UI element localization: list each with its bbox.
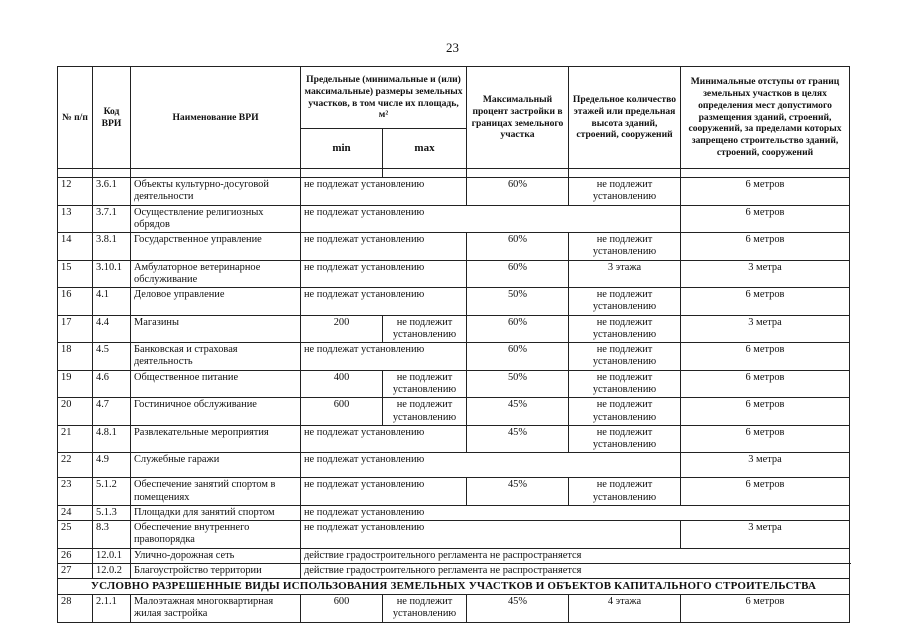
row-number: 19 xyxy=(58,370,93,398)
row-percent: 50% xyxy=(467,288,569,316)
table-row xyxy=(58,563,850,578)
row-number: 21 xyxy=(58,425,93,453)
section-heading-row xyxy=(58,579,850,595)
row-floors: 4 этажа xyxy=(569,595,681,623)
header-min: min xyxy=(301,129,383,169)
row-percent: 60% xyxy=(467,233,569,261)
row-code: 5.1.3 xyxy=(93,505,131,520)
row-code: 2.1.1 xyxy=(93,595,131,623)
table-row xyxy=(58,505,850,520)
row-floors: не подлежит установлению xyxy=(569,478,681,506)
row-code: 4.9 xyxy=(93,453,131,478)
row-number: 28 xyxy=(58,595,93,623)
row-setback: 6 метров xyxy=(681,288,850,316)
header-size: Предельные (минимальные и (или) максимальные) размеры земельных участков, в том числе их площадь, м² xyxy=(301,67,467,129)
row-number: 14 xyxy=(58,233,93,261)
row-number: 18 xyxy=(58,343,93,371)
row-number: 20 xyxy=(58,398,93,426)
row-percent: 60% xyxy=(467,260,569,288)
row-number: 22 xyxy=(58,453,93,478)
header-spacer-row xyxy=(58,169,850,178)
row-setback: 6 метров xyxy=(681,205,850,233)
regulations-table xyxy=(57,66,850,623)
row-setback: 6 метров xyxy=(681,398,850,426)
row-name: Малоэтажная многоквартирная жилая застройка xyxy=(131,595,301,623)
row-code: 3.10.1 xyxy=(93,260,131,288)
row-code: 12.0.2 xyxy=(93,563,131,578)
row-number: 26 xyxy=(58,548,93,563)
table-row xyxy=(58,315,850,343)
row-number: 12 xyxy=(58,178,93,206)
row-percent: 60% xyxy=(467,343,569,371)
row-setback: 6 метров xyxy=(681,233,850,261)
row-setback: 6 метров xyxy=(681,478,850,506)
row-size-note: не подлежат установлению xyxy=(301,343,467,371)
row-floors: не подлежит установлению xyxy=(569,370,681,398)
row-regulation-note: не подлежат установлению xyxy=(301,505,850,520)
row-min-size: 600 xyxy=(301,595,383,623)
row-floors: не подлежит установлению xyxy=(569,178,681,206)
row-setback: 6 метров xyxy=(681,178,850,206)
row-number: 16 xyxy=(58,288,93,316)
row-max-size: не подлежит установлению xyxy=(383,398,467,426)
row-setback: 3 метра xyxy=(681,453,850,478)
table-header xyxy=(58,67,850,178)
row-size-note: не подлежат установлению xyxy=(301,521,681,549)
table-row xyxy=(58,521,850,549)
row-floors: не подлежит установлению xyxy=(569,315,681,343)
row-name: Банковская и страховая деятельность xyxy=(131,343,301,371)
row-setback: 3 метра xyxy=(681,260,850,288)
row-name: Улично-дорожная сеть xyxy=(131,548,301,563)
header-num: № п/п xyxy=(58,67,93,169)
row-code: 4.5 xyxy=(93,343,131,371)
row-floors: не подлежит установлению xyxy=(569,233,681,261)
row-name: Обеспечение внутреннего правопорядка xyxy=(131,521,301,549)
table-row xyxy=(58,205,850,233)
table-row xyxy=(58,425,850,453)
row-code: 3.8.1 xyxy=(93,233,131,261)
row-code: 4.1 xyxy=(93,288,131,316)
header-max: max xyxy=(383,129,467,169)
row-floors: не подлежит установлению xyxy=(569,343,681,371)
row-size-note: не подлежат установлению xyxy=(301,205,681,233)
table-row xyxy=(58,548,850,563)
row-percent: 45% xyxy=(467,425,569,453)
row-number: 24 xyxy=(58,505,93,520)
row-name: Площадки для занятий спортом xyxy=(131,505,301,520)
table-row xyxy=(58,453,850,478)
page-number: 23 xyxy=(446,40,459,55)
row-number: 13 xyxy=(58,205,93,233)
section-heading: УСЛОВНО РАЗРЕШЕННЫЕ ВИДЫ ИСПОЛЬЗОВАНИЯ ЗЕМЕЛЬНЫХ УЧАСТКОВ И ОБЪЕКТОВ КАПИТАЛЬНОГО СТРОИТЕЛЬСТВА xyxy=(58,579,850,595)
table-row xyxy=(58,178,850,206)
row-floors: не подлежит установлению xyxy=(569,425,681,453)
table-body xyxy=(58,178,850,623)
row-setback: 6 метров xyxy=(681,595,850,623)
table-row xyxy=(58,595,850,623)
row-percent: 45% xyxy=(467,398,569,426)
row-setback: 6 метров xyxy=(681,425,850,453)
row-size-note: не подлежат установлению xyxy=(301,233,467,261)
row-number: 27 xyxy=(58,563,93,578)
table-row xyxy=(58,288,850,316)
row-name: Магазины xyxy=(131,315,301,343)
row-number: 17 xyxy=(58,315,93,343)
row-code: 4.7 xyxy=(93,398,131,426)
row-max-size: не подлежит установлению xyxy=(383,370,467,398)
row-code: 5.1.2 xyxy=(93,478,131,506)
row-floors: не подлежит установлению xyxy=(569,398,681,426)
table-row xyxy=(58,233,850,261)
row-code: 4.8.1 xyxy=(93,425,131,453)
header-setback: Минимальные отступы от границ земельных участков в целях определения мест допустимого размещения зданий, строений, сооружений, за пределами которых запрещено строительство зданий, строений, сооружений xyxy=(681,67,850,169)
row-code: 3.7.1 xyxy=(93,205,131,233)
row-name: Деловое управление xyxy=(131,288,301,316)
row-min-size: 400 xyxy=(301,370,383,398)
row-name: Гостиничное обслуживание xyxy=(131,398,301,426)
row-name: Осуществление религиозных обрядов xyxy=(131,205,301,233)
row-floors: 3 этажа xyxy=(569,260,681,288)
table-row xyxy=(58,260,850,288)
row-setback: 6 метров xyxy=(681,370,850,398)
row-number: 15 xyxy=(58,260,93,288)
row-code: 4.6 xyxy=(93,370,131,398)
row-floors: не подлежит установлению xyxy=(569,288,681,316)
row-percent: 60% xyxy=(467,178,569,206)
row-name: Развлекательные мероприятия xyxy=(131,425,301,453)
row-name: Благоустройство территории xyxy=(131,563,301,578)
row-name: Обеспечение занятий спортом в помещениях xyxy=(131,478,301,506)
row-name: Государственное управление xyxy=(131,233,301,261)
row-number: 25 xyxy=(58,521,93,549)
row-size-note: не подлежат установлению xyxy=(301,288,467,316)
row-name: Служебные гаражи xyxy=(131,453,301,478)
row-setback: 3 метра xyxy=(681,521,850,549)
row-name: Амбулаторное ветеринарное обслуживание xyxy=(131,260,301,288)
row-size-note: не подлежат установлению xyxy=(301,178,467,206)
table-row xyxy=(58,478,850,506)
row-size-note: не подлежат установлению xyxy=(301,453,681,478)
row-code: 8.3 xyxy=(93,521,131,549)
row-name: Общественное питание xyxy=(131,370,301,398)
table-row xyxy=(58,370,850,398)
row-percent: 60% xyxy=(467,315,569,343)
row-size-note: не подлежат установлению xyxy=(301,425,467,453)
row-regulation-note: действие градостроительного регламента не распространяется xyxy=(301,563,850,578)
row-max-size: не подлежит установлению xyxy=(383,595,467,623)
row-percent: 50% xyxy=(467,370,569,398)
row-min-size: 200 xyxy=(301,315,383,343)
row-setback: 3 метра xyxy=(681,315,850,343)
row-size-note: не подлежат установлению xyxy=(301,260,467,288)
header-floors: Предельное количество этажей или предельная высота зданий, строений, сооружений xyxy=(569,67,681,169)
row-min-size: 600 xyxy=(301,398,383,426)
table-row xyxy=(58,343,850,371)
row-number: 23 xyxy=(58,478,93,506)
table-row xyxy=(58,398,850,426)
row-max-size: не подлежит установлению xyxy=(383,315,467,343)
header-code: Код ВРИ xyxy=(93,67,131,169)
row-percent: 45% xyxy=(467,478,569,506)
row-size-note: не подлежат установлению xyxy=(301,478,467,506)
row-code: 3.6.1 xyxy=(93,178,131,206)
row-code: 4.4 xyxy=(93,315,131,343)
row-setback: 6 метров xyxy=(681,343,850,371)
row-code: 12.0.1 xyxy=(93,548,131,563)
header-percent: Максимальный процент застройки в границах земельного участка xyxy=(467,67,569,169)
row-name: Объекты культурно-досуговой деятельности xyxy=(131,178,301,206)
header-name: Наименование ВРИ xyxy=(131,67,301,169)
row-regulation-note: действие градостроительного регламента не распространяется xyxy=(301,548,850,563)
row-percent: 45% xyxy=(467,595,569,623)
